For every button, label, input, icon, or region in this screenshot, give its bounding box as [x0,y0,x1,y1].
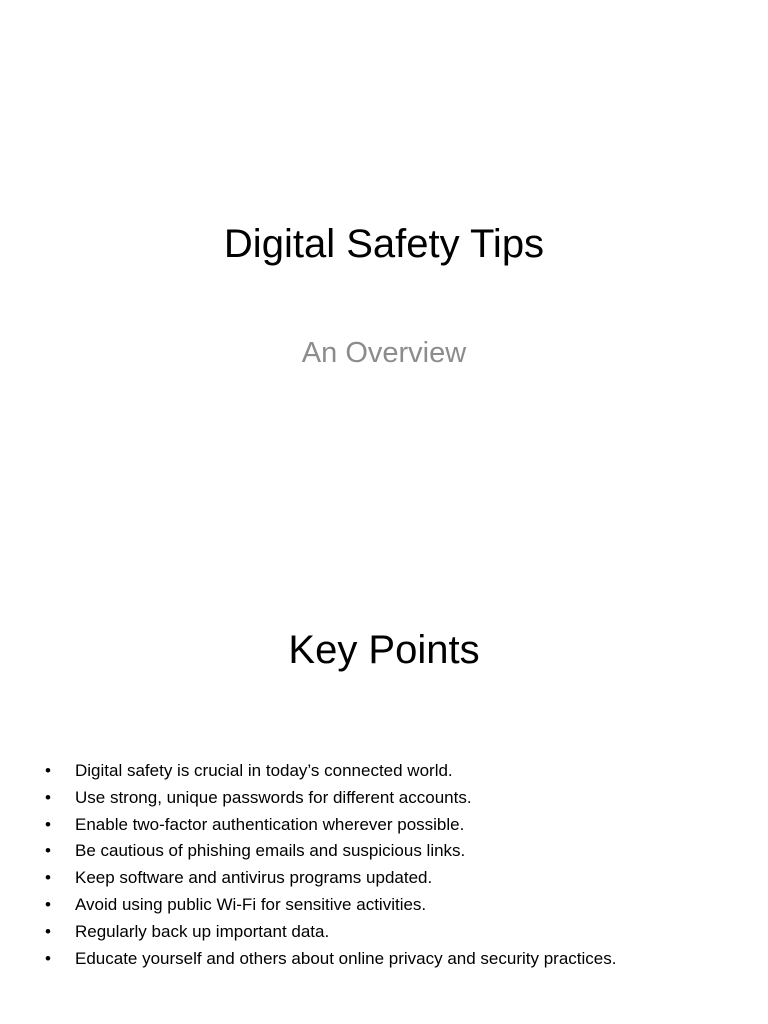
bullet-icon: • [45,841,51,861]
bullet-icon: • [45,761,51,780]
list-item [40,785,616,812]
list-item-text: Use strong, unique passwords for different accounts. [75,787,472,807]
key-points-slide [0,512,768,1024]
bullet-icon: • [45,868,51,888]
list-item-text: Educate yourself and others about online privacy and security practices. [75,948,617,968]
list-item [40,919,616,946]
bullet-icon: • [45,921,51,941]
list-item-text: Regularly back up important data. [75,921,330,941]
list-item-text: Avoid using public Wi-Fi for sensitive activities. [75,894,427,914]
list-item [40,892,616,919]
list-item-text: Digital safety is crucial in today’s connected world. [75,761,453,780]
list-item [40,946,616,973]
slide-title: Key Points [288,628,480,672]
list-item-text: Keep software and antivirus programs updated. [75,868,433,888]
bullet-icon: • [45,814,51,834]
bullet-icon: • [45,787,51,807]
list-item [40,865,616,892]
list-item [40,758,616,785]
bullet-icon: • [45,894,51,914]
list-item [40,812,616,839]
list-item-text: Enable two-factor authentication wherever possible. [75,814,465,834]
list-item [40,838,616,865]
bullet-list [40,758,616,972]
bullet-icon: • [45,948,51,968]
list-item-text: Be cautious of phishing emails and suspicious links. [75,841,466,861]
slide-subtitle: An Overview [301,337,467,369]
slide-title: Digital Safety Tips [223,222,545,266]
